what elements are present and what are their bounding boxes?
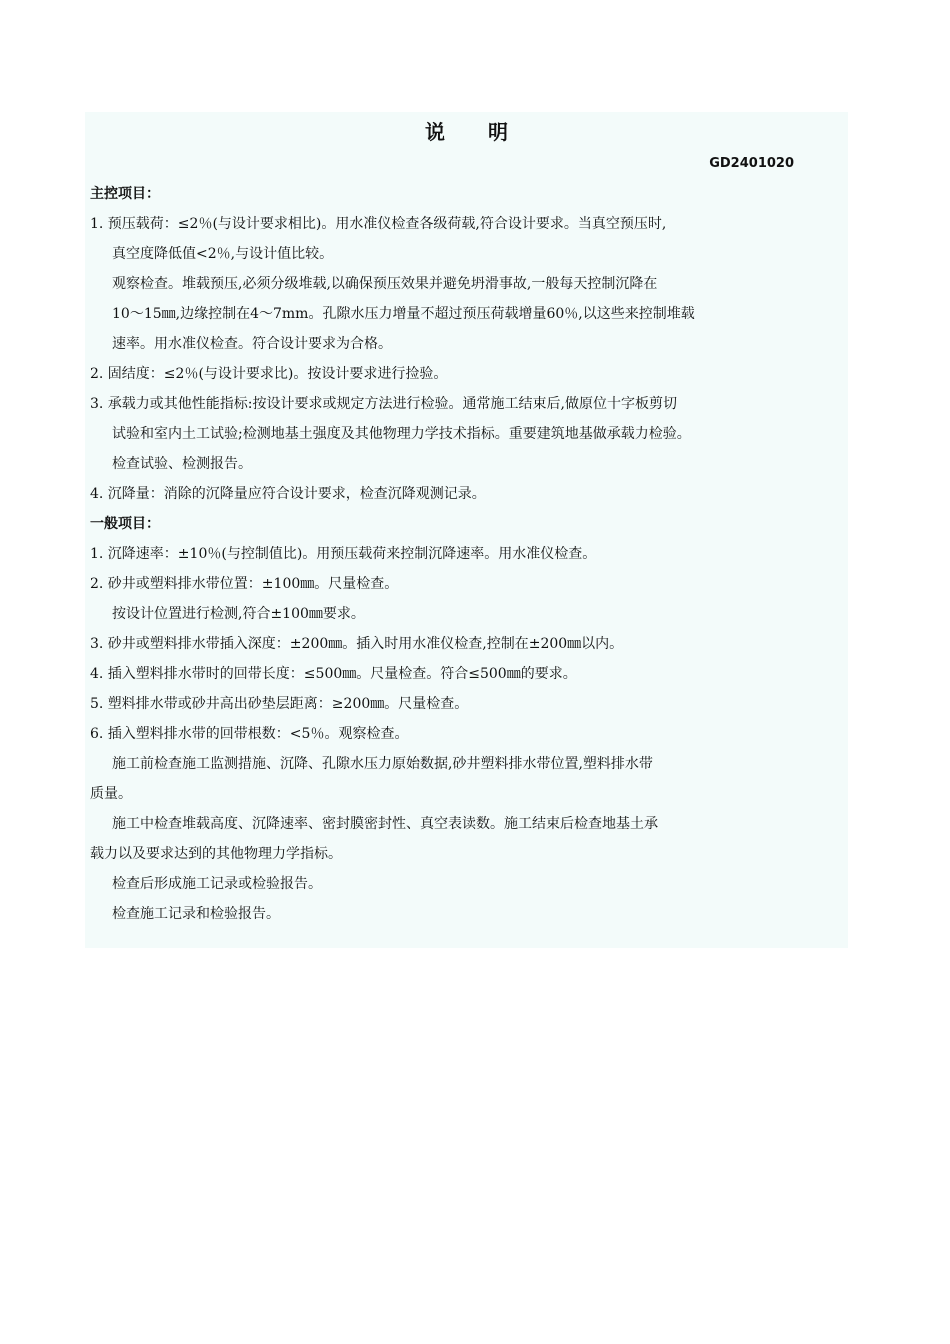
main-item-1-note: 观察检查。堆载预压,必须分级堆载,以确保预压效果并避免坍滑事故,一般每天控制沉降在 xyxy=(112,276,658,292)
main-item-2: 2. 固结度：≤2％(与设计要求比)。按设计要求进行捡验。 xyxy=(90,366,448,382)
general-item-2: 2. 砂井或塑料排水带位置：±100㎜。尺量检查。 xyxy=(90,576,399,592)
general-item-6: 6. 插入塑料排水带的回带根数：<5％。观察检查。 xyxy=(90,726,409,742)
general-items-heading: 一般项目： xyxy=(90,516,160,532)
main-item-1-note: 速率。用水准仪检查。符合设计要求为合格。 xyxy=(112,336,392,352)
main-item-3: 3. 承载力或其他性能指标:按设计要求或规定方法进行检验。通常施工结束后,做原位十字板剪切 xyxy=(90,396,677,412)
general-item-3: 3. 砂井或塑料排水带插入深度：±200㎜。插入时用水准仪检查,控制在±200㎜以内。 xyxy=(90,636,624,652)
document-title: 说 明 xyxy=(425,120,526,144)
document-panel xyxy=(85,112,848,948)
inspection-paragraph: 检查施工记录和检验报告。 xyxy=(112,906,280,922)
document-code: GD2401020 xyxy=(709,156,794,171)
inspection-paragraph: 检查后形成施工记录或检验报告。 xyxy=(112,876,322,892)
general-item-4: 4. 插入塑料排水带时的回带长度：≤500㎜。尺量检查。符合≤500㎜的要求。 xyxy=(90,666,577,682)
main-item-4: 4. 沉降量：消除的沉降量应符合设计要求，检查沉降观测记录。 xyxy=(90,486,486,502)
main-item-3-continued: 试验和室内土工试验;检测地基土强度及其他物理力学技术指标。重要建筑地基做承载力检验。 xyxy=(112,426,691,442)
main-item-1-continued: 真空度降低值<2％,与设计值比较。 xyxy=(112,246,334,262)
general-item-5: 5. 塑料排水带或砂井高出砂垫层距离：≥200㎜。尺量检查。 xyxy=(90,696,469,712)
inspection-paragraph-continued: 质量。 xyxy=(90,786,132,802)
inspection-paragraph-continued: 载力以及要求达到的其他物理力学指标。 xyxy=(90,846,342,862)
inspection-paragraph: 施工前检查施工监测措施、沉降、孔隙水压力原始数据,砂井塑料排水带位置,塑料排水带 xyxy=(112,756,653,772)
main-item-1: 1. 预压载荷：≤2％(与设计要求相比)。用水准仪检查各级荷载,符合设计要求。当真空预压时, xyxy=(90,216,667,232)
main-items-heading: 主控项目： xyxy=(90,186,160,202)
inspection-paragraph: 施工中检查堆载高度、沉降速率、密封膜密封性、真空表读数。施工结束后检查地基土承 xyxy=(112,816,658,832)
main-item-1-note: 10～15㎜,边缘控制在4～7mm。孔隙水压力增量不超过预压荷载增量60％,以这些来控制堆载 xyxy=(112,306,695,322)
general-item-1: 1. 沉降速率：±10％(与控制值比)。用预压载荷来控制沉降速率。用水准仪检查。 xyxy=(90,546,597,562)
main-item-3-continued: 检查试验、检测报告。 xyxy=(112,456,252,472)
general-item-2-continued: 按设计位置进行检测,符合±100㎜要求。 xyxy=(112,606,365,622)
